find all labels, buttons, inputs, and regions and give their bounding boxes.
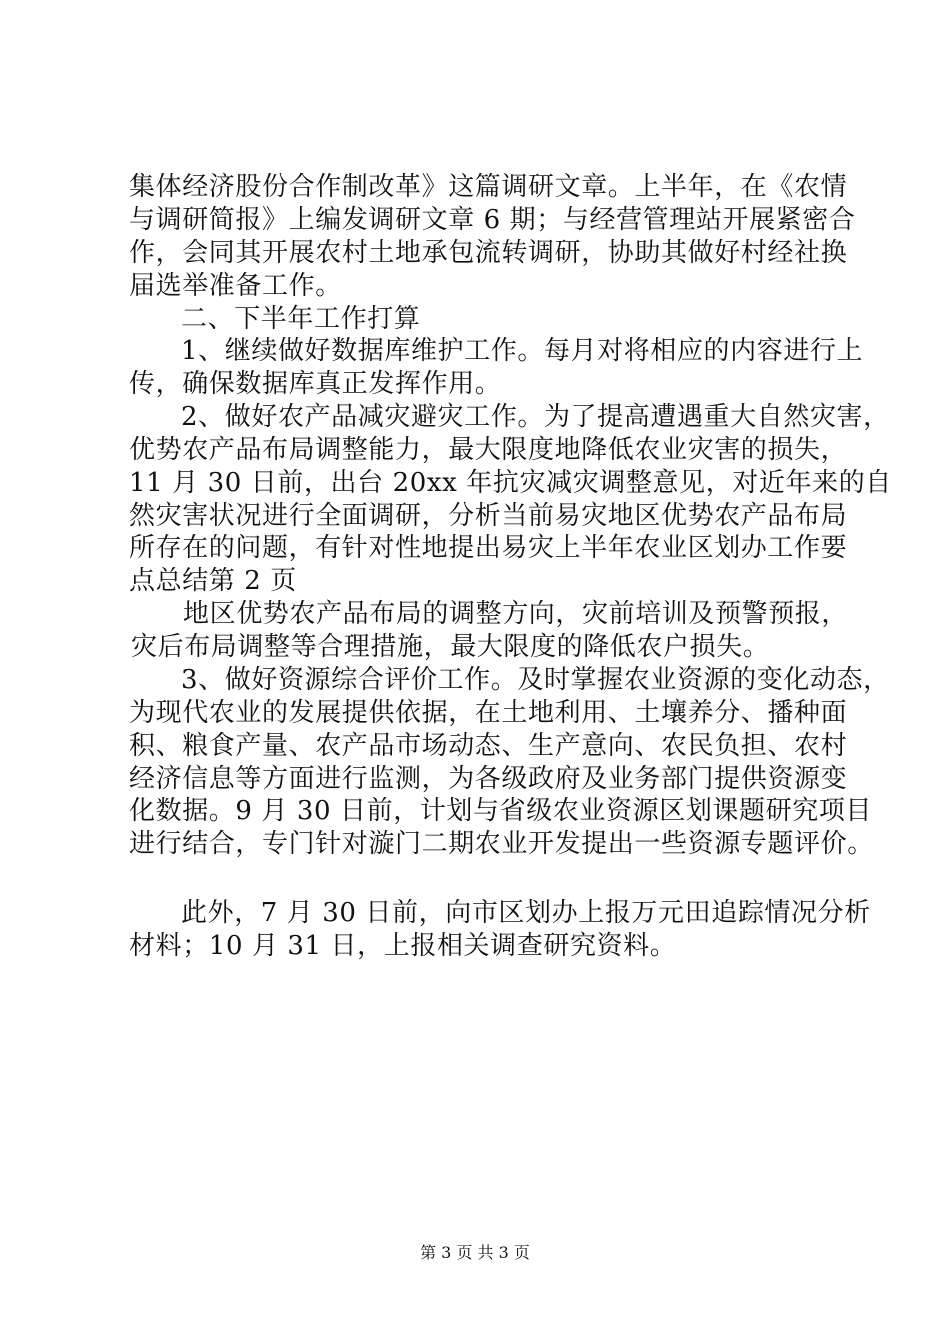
text-line: 然灾害状况进行全面调研，分析当前易灾地区优势农产品布局 (129, 501, 848, 531)
text-line: 1、继续做好数据库维护工作。每月对将相应的内容进行上 (181, 336, 864, 366)
text-line: 积、粮食产量、农产品市场动态、生产意向、农民负担、农村 (129, 731, 848, 761)
text-line: 化数据。9 月 30 日前，计划与省级农业资源区划课题研究项目 (129, 796, 873, 826)
text-line: 传，确保数据库真正发挥作用。 (129, 369, 502, 399)
text-line: 与调研简报》上编发调研文章 6 期；与经营管理站开展紧密合 (129, 205, 856, 235)
text-line: 进行结合，专门针对漩门二期农业开发提出一些资源专题评价。 (129, 829, 874, 859)
text-line: 3、做好资源综合评价工作。及时掌握农业资源的变化动态， (181, 665, 890, 695)
text-line: 灾后布局调整等合理措施，最大限度的降低农户损失。 (131, 632, 770, 662)
text-line: 为现代农业的发展提供依据，在土地利用、土壤养分、播种面 (129, 698, 848, 728)
text-line: 所存在的问题，有针对性地提出易灾上半年农业区划办工作要 (129, 533, 848, 563)
text-line: 地区优势农产品布局的调整方向，灾前培训及预警预报， (183, 599, 849, 629)
text-line: 11 月 30 日前，出台 20xx 年抗灾减灾调整意见，对近年来的自 (129, 468, 892, 498)
section-heading: 二、下半年工作打算 (181, 304, 421, 334)
text-line: 此外，7 月 30 日前，向市区划办上报万元田追踪情况分析 (181, 898, 871, 928)
text-line: 经济信息等方面进行监测，为各级政府及业务部门提供资源变 (129, 764, 848, 794)
text-line: 点总结第 2 页 (129, 566, 297, 596)
text-line: 2、做好农产品减灾避灾工作。为了提高遭遇重大自然灾害， (181, 402, 890, 432)
text-line: 材料；10 月 31 日，上报相关调查研究资料。 (129, 931, 677, 961)
text-line: 作，会同其开展农村土地承包流转调研，协助其做好村经社换 (129, 238, 848, 268)
page-footer: 第 3 页 共 3 页 (420, 1243, 530, 1262)
text-line: 届选举准备工作。 (129, 271, 342, 301)
text-line: 集体经济股份合作制改革》这篇调研文章。上半年，在《农情 (129, 172, 848, 202)
text-line: 优势农产品布局调整能力，最大限度地降低农业灾害的损失， (129, 435, 848, 465)
